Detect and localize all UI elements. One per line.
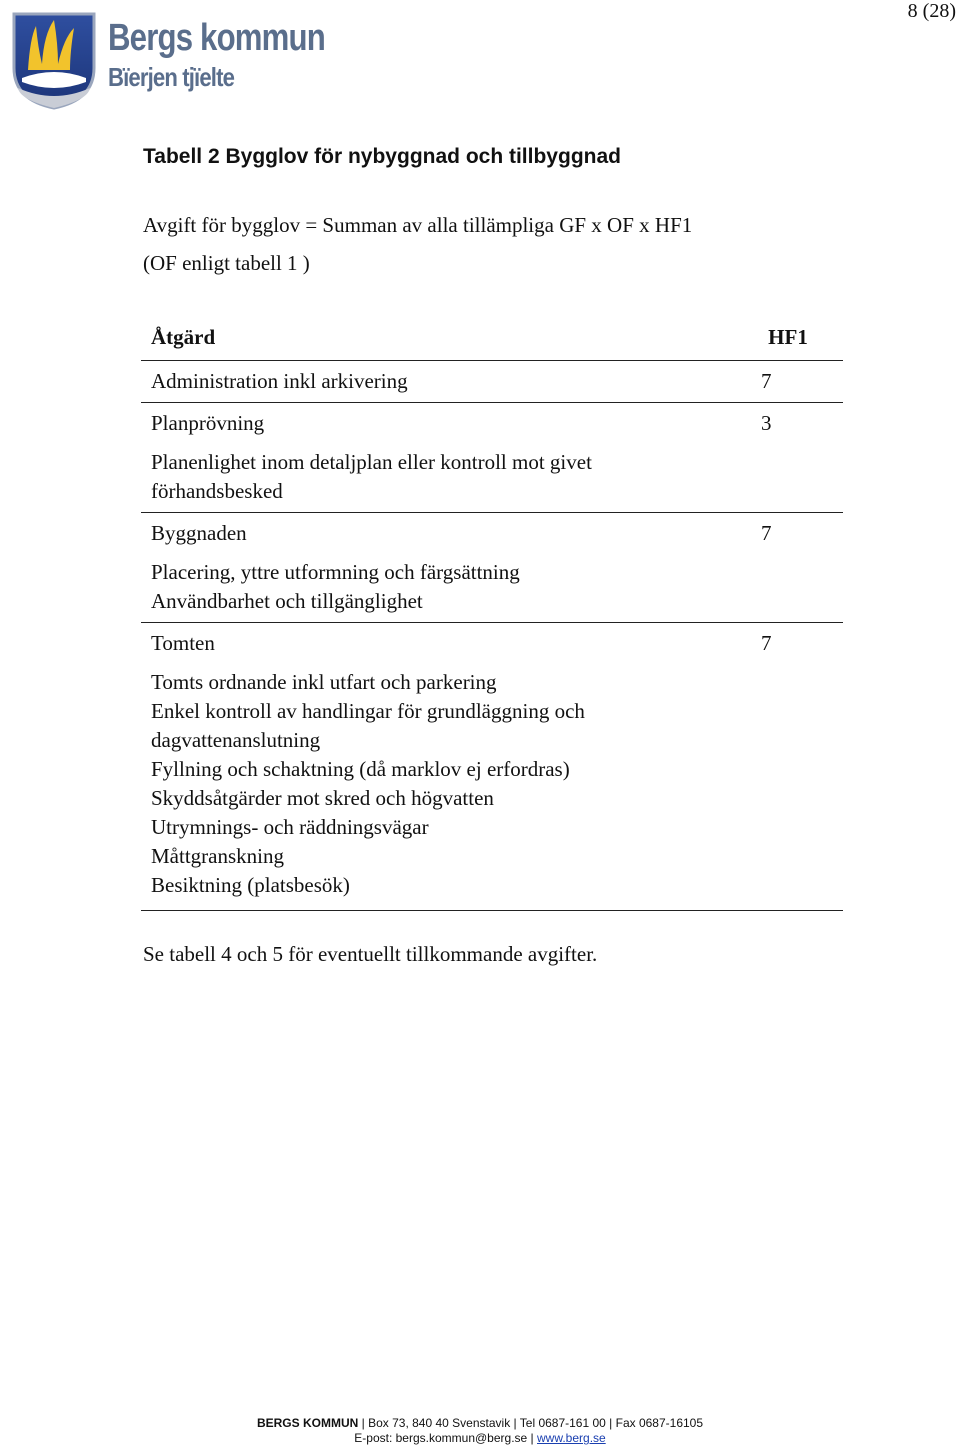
- table-header-row: [141, 320, 843, 361]
- action-line: förhandsbesked: [151, 479, 283, 503]
- page-number: 8 (28): [907, 0, 956, 22]
- action-cell: [141, 664, 733, 911]
- hf1-value: [733, 444, 843, 513]
- hf1-value: 7: [733, 623, 843, 665]
- action-line: Fyllning och schaktning (då marklov ej erfordras): [151, 757, 570, 781]
- action-line: Administration inkl arkivering: [151, 369, 408, 393]
- action-line: Planenlighet inom detaljplan eller kontroll mot givet: [151, 450, 592, 474]
- hf1-value: [733, 664, 843, 911]
- table-heading: Tabell 2 Bygglov för nybyggnad och tillbyggnad: [143, 145, 621, 168]
- table-row: [141, 623, 843, 665]
- action-cell: [141, 361, 733, 403]
- coat-of-arms-icon: [8, 8, 100, 112]
- action-line: Besiktning (platsbesök): [151, 873, 350, 897]
- action-line: Måttgranskning: [151, 844, 284, 868]
- formula-line: Avgift för bygglov = Summan av alla tillämpliga GF x OF x HF1: [143, 213, 693, 237]
- column-header-action: Åtgärd: [141, 320, 733, 361]
- footnote: Se tabell 4 och 5 för eventuellt tillkommande avgifter.: [143, 942, 598, 966]
- action-line: Utrymnings- och räddningsvägar: [151, 815, 429, 839]
- hf1-value: 7: [733, 513, 843, 555]
- table-row: [141, 664, 843, 911]
- column-header-hf1: HF1: [733, 320, 843, 361]
- action-line: Planprövning: [151, 411, 265, 435]
- action-line: Byggnaden: [151, 521, 247, 545]
- action-cell: [141, 513, 733, 555]
- page-footer: [0, 1416, 960, 1446]
- action-line: Placering, yttre utformning och färgsättning: [151, 560, 520, 584]
- footer-address: | Box 73, 840 40 Svenstavik | Tel 0687-161 00 | Fax 0687-16105: [361, 1416, 704, 1430]
- fee-table: [141, 320, 843, 911]
- table-row: [141, 513, 843, 555]
- fee-formula: [143, 206, 692, 282]
- action-cell: [141, 554, 733, 623]
- table-row: [141, 444, 843, 513]
- table-row: [141, 361, 843, 403]
- footer-email: E-post: bergs.kommun@berg.se |: [354, 1431, 534, 1445]
- action-cell: [141, 403, 733, 445]
- action-cell: [141, 623, 733, 665]
- hf1-value: 7: [761, 369, 772, 393]
- action-line: Tomten: [151, 631, 215, 655]
- footer-org: BERGS KOMMUN: [256, 1416, 359, 1430]
- logo-subname: Bïerjen tjïelte: [108, 62, 235, 92]
- action-cell: [141, 444, 733, 513]
- action-line: dagvattenanslutning: [151, 728, 321, 752]
- formula-note: (OF enligt tabell 1 ): [143, 251, 310, 275]
- action-line: Skyddsåtgärder mot skred och högvatten: [151, 786, 494, 810]
- table-row: [141, 403, 843, 445]
- municipality-logo: [8, 8, 325, 112]
- footer-website-link[interactable]: www.berg.se: [537, 1431, 606, 1445]
- logo-name: Bergs kommun: [108, 17, 325, 59]
- table-row: [141, 554, 843, 623]
- action-line: Användbarhet och tillgänglighet: [151, 589, 423, 613]
- action-line: Tomts ordnande inkl utfart och parkering: [151, 670, 497, 694]
- hf1-value: 3: [733, 403, 843, 445]
- hf1-value: [733, 554, 843, 623]
- action-line: Enkel kontroll av handlingar för grundläggning och: [151, 699, 585, 723]
